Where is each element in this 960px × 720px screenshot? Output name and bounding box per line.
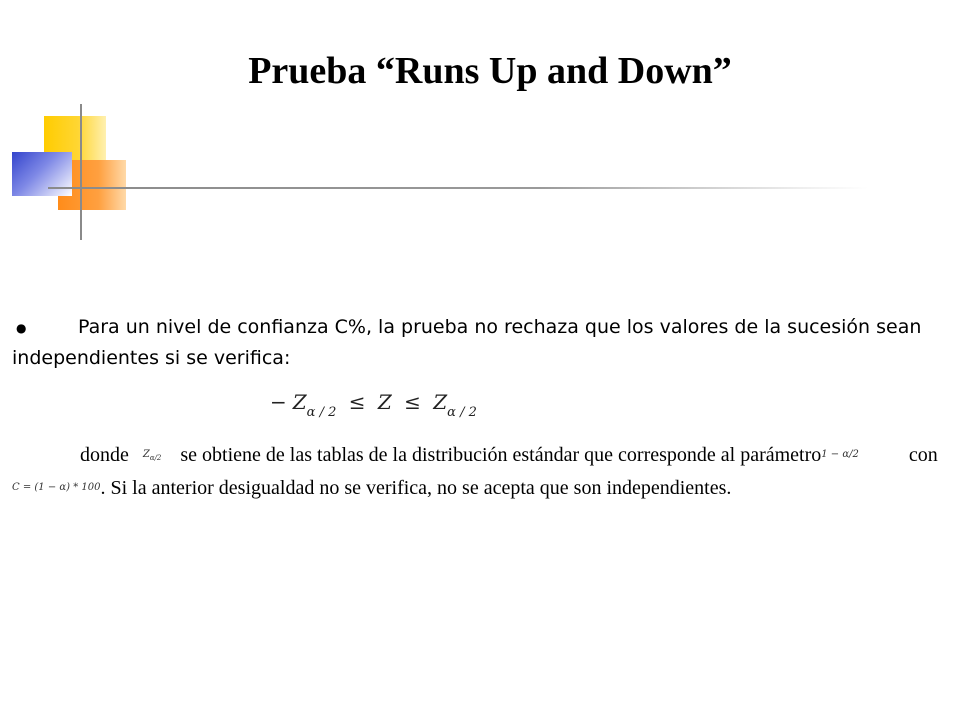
z-left-subscript: α / 2 <box>306 405 337 420</box>
bullet-paragraph <box>12 312 952 373</box>
c-formula: C = (1 − α) * 100 <box>12 482 101 493</box>
blue-square-shape <box>12 152 72 196</box>
z-right: Z <box>433 390 448 414</box>
slide-title: Prueba “Runs Up and Down” <box>248 50 732 92</box>
decorative-logo <box>0 0 960 240</box>
z-alpha-formula: $Z_{\alpha/2}$ <box>142 449 162 462</box>
explanation-part3: con <box>908 444 938 466</box>
minus-sign: − <box>270 390 287 414</box>
bullet-dot-icon: ● <box>16 320 27 335</box>
explanation-part4: . Si la anterior desigualdad no se verifica, no se acepta que son independientes. <box>100 477 732 499</box>
yellow-square-shape <box>44 116 106 176</box>
z-left: Z <box>292 390 307 414</box>
le-sign-2: ≤ <box>404 390 421 414</box>
explanation-part1: donde <box>80 444 129 466</box>
bullet-text: Para un nivel de confianza C%, la prueba no rechaza que los valores de la sucesión sean independientes si se verifica: <box>12 316 922 369</box>
z-right-subscript: α / 2 <box>447 405 477 420</box>
explanation-paragraph <box>12 440 952 503</box>
confidence-inequality <box>264 390 477 420</box>
orange-square-shape <box>58 160 126 210</box>
le-sign-1: ≤ <box>348 390 366 414</box>
horizontal-divider-line <box>48 187 868 189</box>
vertical-divider-line <box>80 104 82 240</box>
explanation-part2: se obtiene de las tablas de la distribución estándar que corresponde al parámetro <box>180 444 822 466</box>
param-formula: 1 − α/2 <box>821 449 859 460</box>
z-middle: Z <box>377 390 392 414</box>
